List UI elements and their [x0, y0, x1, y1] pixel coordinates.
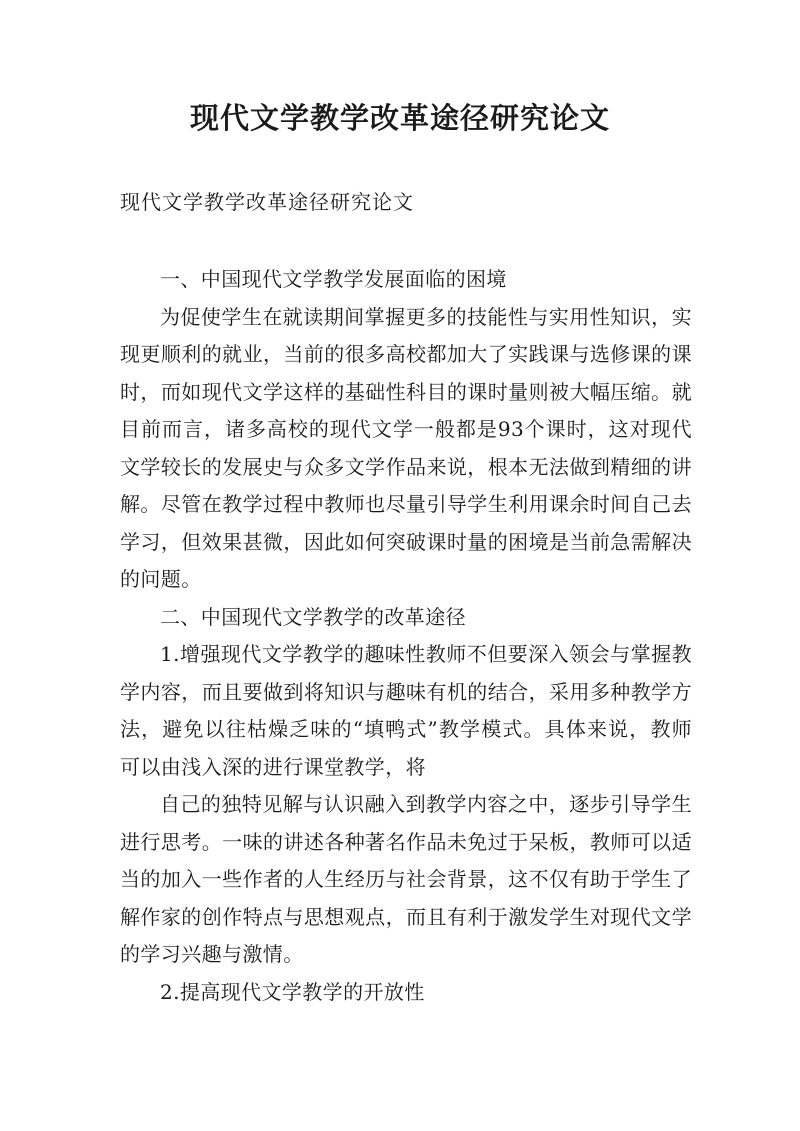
section-heading-1: 一、中国现代文学教学发展面临的困境 — [160, 267, 507, 291]
document-title: 现代文学教学改革途径研究论文 — [189, 101, 610, 135]
section-heading-2: 二、中国现代文学教学的改革途径 — [160, 604, 466, 629]
document-subtitle: 现代文学教学改革途径研究论文 — [120, 190, 414, 214]
paragraph-3: 自己的独特见解与认识融入到教学内容之中，逐步引导学生进行思考。一味的讲述各种著名作品未免过于呆板，教师可以适当的加入一些作者的人生经历与社会背景，这不仅有助于学生了解作家的创作特点与思想观点，而且有利于激发学生对现代文学的学习兴趣与激情。 — [120, 792, 692, 966]
document-body — [120, 261, 692, 1011]
paragraph-2: 1.增强现代文学教学的趣味性教师不但要深入领会与掌握教学内容，而且要做到将知识与趣味有机的结合，采用多种教学方法，避免以往枯燥乏味的“填鸭式”教学模式。具体来说，教师可以由浅入深的进行课堂教学，将 — [120, 642, 692, 779]
paragraph-1: 为促使学生在就读期间掌握更多的技能性与实用性知识，实现更顺利的就业，当前的很多高校都加大了实践课与选修课的课时，而如现代文学这样的基础性科目的课时量则被大幅压缩。就目前而言，诸多高校的现代文学一般都是93个课时，这对现代文学较长的发展史与众多文学作品来说，根本无法做到精细的讲解。尽管在教学过程中教师也尽量引导学生利用课余时间自己去学习，但效果甚微，因此如何突破课时量的困境是当前急需解决的问题。 — [120, 304, 692, 591]
subsection-heading-2: 2.提高现代文学教学的开放性 — [160, 979, 425, 1004]
